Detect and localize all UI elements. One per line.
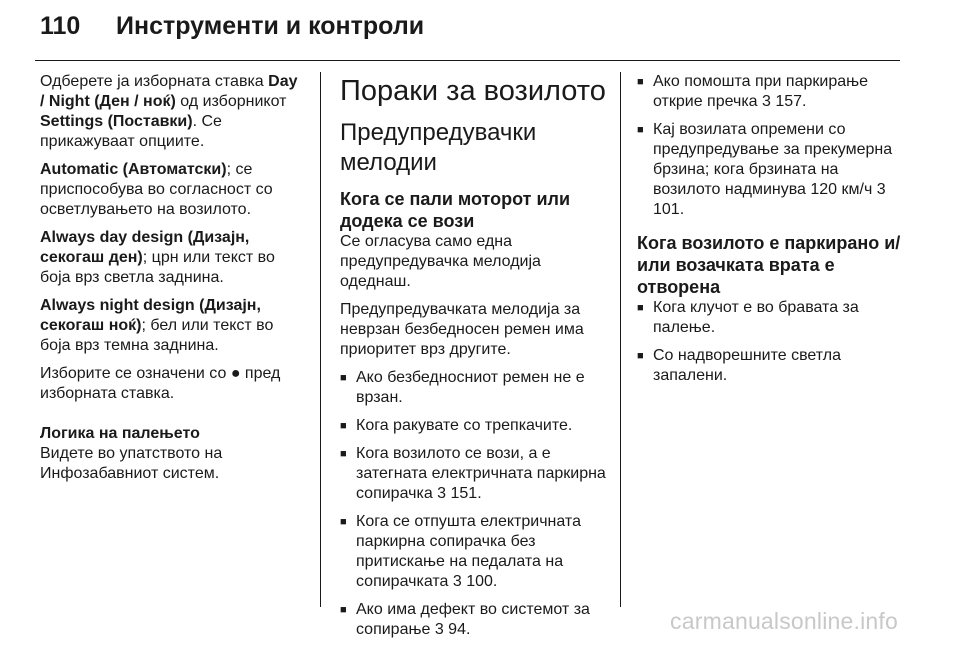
menu-term: Day / Night (Ден / ноќ) bbox=[40, 73, 298, 110]
column-left bbox=[40, 72, 305, 492]
column-divider bbox=[320, 72, 321, 607]
paragraph: Се огласува само една предупредувачка мелодија одеднаш. bbox=[340, 233, 541, 290]
header-rule bbox=[35, 60, 900, 61]
paragraph-ignition-logic: Видете во упатството на Инфозабавниот систем. bbox=[40, 445, 223, 482]
list-item: ■ Кога се отпушта електричната паркирна сопирачка без притискање на педалата на сопирачката 3 100. bbox=[340, 512, 612, 592]
text: ; бел или текст во боја врз темна заднина. bbox=[40, 317, 274, 354]
section-title: Пораки за возилото bbox=[340, 75, 606, 107]
text: . Се прикажуваат опциите. bbox=[40, 113, 222, 150]
page-number: 110 bbox=[40, 12, 81, 40]
menu-term: Always night design (Дизајн, секогаш ноќ) bbox=[40, 297, 261, 334]
text: Одберете ја изборната ставка bbox=[40, 73, 269, 90]
column-middle bbox=[340, 72, 612, 648]
list-item: ■ Кога ракувате со трепкачите. bbox=[340, 416, 612, 436]
column-right bbox=[637, 72, 905, 394]
text: ; црн или текст во боја врз светла заднина. bbox=[40, 249, 275, 286]
list-item: ■ Кај возилата опремени со предупредување за прекумерна брзина; кога брзината на возилото надминува 120 км/ч 3 101. bbox=[637, 120, 905, 220]
paragraph-day-night bbox=[40, 72, 305, 152]
page-header bbox=[40, 12, 424, 41]
bullet-list bbox=[637, 72, 905, 220]
selected-dot-icon: ● bbox=[230, 365, 241, 382]
paragraph-selection bbox=[40, 364, 305, 404]
menu-term: Settings (Поставки) bbox=[40, 113, 193, 130]
text: ; се приспособува во согласност со осветлувањето на возилото. bbox=[40, 161, 273, 218]
text: од изборникот bbox=[175, 93, 287, 110]
menu-term: Automatic (Автоматски) bbox=[40, 161, 227, 178]
list-item: ■ Ако има дефект во системот за сопирање 3 94. bbox=[340, 600, 612, 640]
subsection-heading: Кога се пали моторот или додека се вози bbox=[340, 189, 571, 231]
text: пред изборната ставка. bbox=[40, 365, 281, 402]
column-divider bbox=[620, 72, 621, 607]
menu-term: Always day design (Дизајн, секогаш ден) bbox=[40, 229, 250, 266]
list-item: ■ Кога клучот е во бравата за палење. bbox=[637, 298, 905, 338]
paragraph: Предупредувачката мелодија за неврзан безбедносен ремен има приоритет врз другите. bbox=[340, 301, 584, 358]
section-heading-ignition-logic: Логика на палењето bbox=[40, 425, 200, 442]
paragraph-always-night bbox=[40, 296, 305, 356]
text: Изборите се означени со bbox=[40, 365, 231, 382]
chapter-title: Инструменти и контроли bbox=[116, 12, 425, 40]
list-item: ■ Кога возилото се вози, а е затегната електричната паркирна сопирачка 3 151. bbox=[340, 444, 612, 504]
bullet-list bbox=[340, 368, 612, 640]
subsection-title: Предупредувачки мелодии bbox=[340, 119, 537, 176]
paragraph-always-day bbox=[40, 228, 305, 288]
list-item: ■ Ако помошта при паркирање открие пречка 3 157. bbox=[637, 72, 905, 112]
bullet-list bbox=[637, 298, 905, 386]
paragraph-automatic bbox=[40, 160, 305, 220]
list-item: ■ Ако безбедносниот ремен не е врзан. bbox=[340, 368, 612, 408]
watermark-link[interactable]: carmanualsonline.info bbox=[670, 608, 898, 634]
list-item: ■ Со надворешните светла запалени. bbox=[637, 346, 905, 386]
subsection-heading: Кога возилото е паркирано и/или возачката врата е отворена bbox=[637, 233, 901, 297]
